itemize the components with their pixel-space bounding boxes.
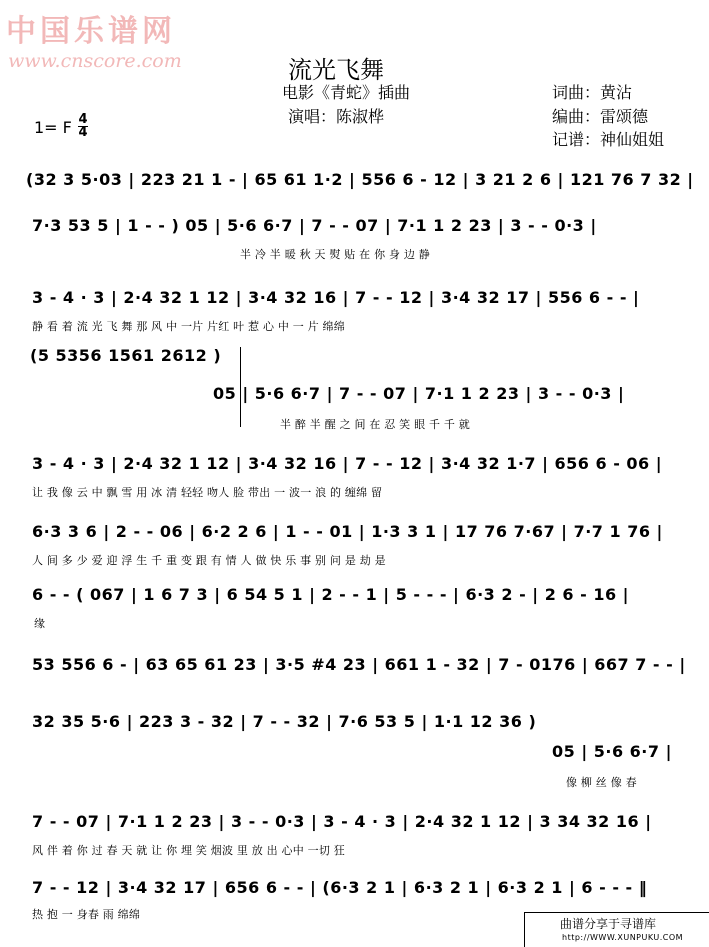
notation-row: 6·3 3 6 | 2 - - 06 | 6·2 2 6 | 1 - - 01 | 1·3 3 1 | 17 76 7·67 | 7·7 1 76 |: [32, 522, 663, 541]
notation-row: 53 556 6 - | 63 65 61 23 | 3·5 #4 23 | 661 1 - 32 | 7 - 0176 | 667 7 - - |: [32, 655, 686, 674]
notation-row: 3 - 4 · 3 | 2·4 32 1 12 | 3·4 32 16 | 7 - - 12 | 3·4 32 17 | 556 6 - - |: [32, 288, 640, 307]
song-lyricist-composer: 词曲：黄沾: [552, 83, 633, 102]
time-signature: [78, 114, 88, 139]
song-transcriber: 记谱：神仙姐姐: [552, 130, 665, 149]
lyrics-row: 让 我 像 云 中 飘 雪 用 冰 清 轻轻 吻人 脸 带出 一 波一 浪 的 缠绵 留: [32, 486, 383, 499]
notation-row: 3 - 4 · 3 | 2·4 32 1 12 | 3·4 32 16 | 7 - - 12 | 3·4 32 1·7 | 656 6 - 06 |: [32, 454, 663, 473]
watermark-site-url: www.cnscore.com: [8, 50, 182, 72]
lyrics-row: 人 间 多 少 爱 迎 浮 生 千 重 变 跟 有 情 人 做 快 乐 事 别 问 是 劫 是: [32, 554, 386, 567]
notation-row: 7 - - 12 | 3·4 32 17 | 656 6 - - | (6·3 2 1 | 6·3 2 1 | 6·3 2 1 | 6 - - - ‖: [32, 878, 648, 897]
lyrics-row: 半 醉 半 醒 之 间 在 忍 笑 眼 千 千 就: [280, 418, 470, 431]
song-title: 流光飞舞: [288, 56, 384, 84]
lyrics-row: 静 看 着 流 光 飞 舞 那 风 中 一片 片红 叶 惹 心 中 一 片 绵绵: [32, 320, 345, 333]
song-singer: 演唱：陈淑桦: [288, 107, 385, 126]
lyrics-row: 热 抱 一 身春 雨 绵绵: [32, 908, 141, 921]
song-source: 电影《青蛇》插曲: [282, 83, 411, 102]
lyrics-row: 缘: [34, 617, 46, 630]
lyrics-row: 风 伴 着 你 过 春 天 就 让 你 埋 笑 烟波 里 放 出 心中 一切 狂: [32, 844, 345, 857]
notation-row: 05 | 5·6 6·7 |: [552, 742, 672, 761]
notation-row: 6 - - ( 067 | 1 6 7 3 | 6 54 5 1 | 2 - - 1 | 5 - - - | 6·3 2 - | 2 6 - 16 |: [32, 585, 630, 604]
meter-numerator: 4: [78, 112, 88, 127]
key-signature: 1= F: [34, 118, 72, 137]
lyrics-row: 半 冷 半 暖 秋 天 熨 贴 在 你 身 边 静: [240, 248, 430, 261]
notation-row: 7·3 53 5 | 1 - - ) 05 | 5·6 6·7 | 7 - - 07 | 7·1 1 2 23 | 3 - - 0·3 |: [32, 216, 597, 235]
notation-row: (32 3 5·03 | 223 21 1 - | 65 61 1·2 | 556 6 - 12 | 3 21 2 6 | 121 76 7 32 |: [26, 170, 694, 189]
notation-row: 32 35 5·6 | 223 3 - 32 | 7 - - 32 | 7·6 53 5 | 1·1 12 36 ): [32, 712, 537, 731]
song-arranger: 编曲：雷颂德: [552, 107, 649, 126]
meter-denominator: 4: [78, 125, 88, 140]
notation-row: (5 5356 1561 2612 ): [30, 346, 222, 365]
footer-url[interactable]: http://WWW.XUNPUKU.COM: [562, 933, 684, 942]
footer-credit: 曲谱分享于寻谱库: [560, 917, 657, 931]
notation-row: 05 | 5·6 6·7 | 7 - - 07 | 7·1 1 2 23 | 3 - - 0·3 |: [213, 384, 625, 403]
lyrics-row: 像 柳 丝 像 春: [566, 776, 637, 789]
notation-row: 7 - - 07 | 7·1 1 2 23 | 3 - - 0·3 | 3 - 4 · 3 | 2·4 32 1 12 | 3 34 32 16 |: [32, 812, 652, 831]
watermark-site-name: 中国乐谱网: [6, 14, 176, 49]
